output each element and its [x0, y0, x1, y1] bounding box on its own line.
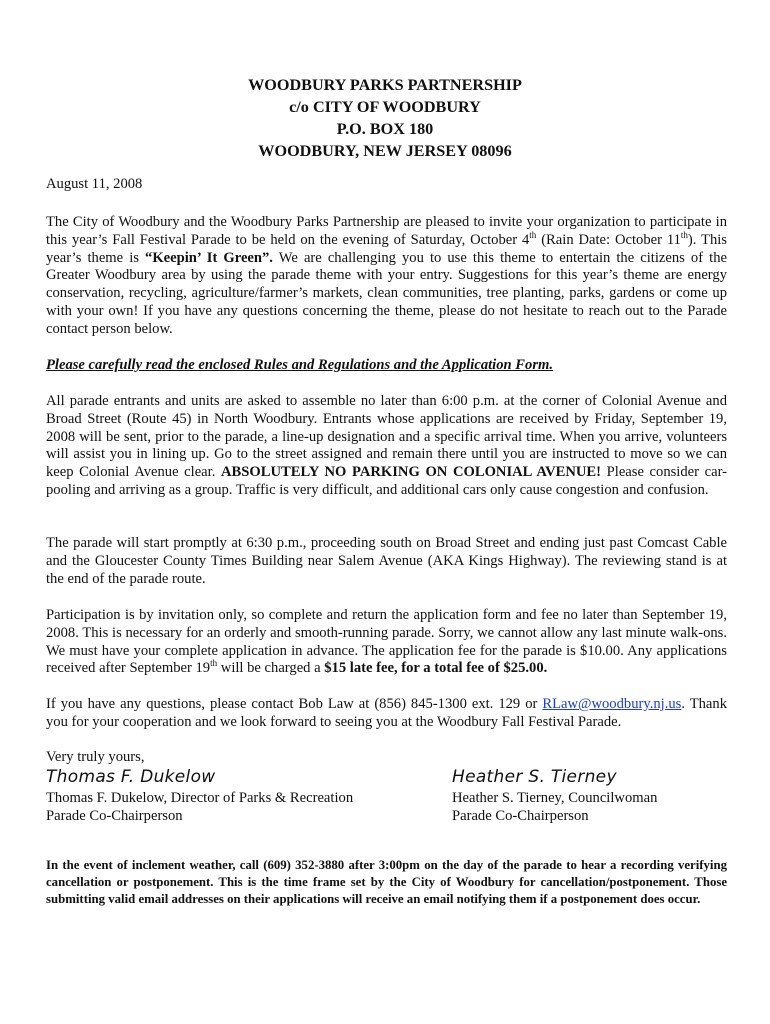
ordinal-suffix: th	[529, 229, 537, 240]
paragraph-assembly-text-a: All parade entrants and units are asked to assemble no later than 6:00 p.m. at the corner of Colonial Avenue and Broad Street (Route 45) in North Woodbury. Entrants whose applications are received by Friday, September 19, 2008 will be sent, prior to the parade, a line-up designation and a specific arrival time. When you arrive, volunteers will assist you in lining up. Go to the street assigned and remain there until you are instructed to move so we can keep Colonial Avenue clear.	[46, 393, 727, 481]
late-fee-notice: $15 late fee, for a total fee of $25.00.	[324, 660, 548, 677]
paragraph-participation	[46, 607, 727, 678]
paragraph-route: The parade will start promptly at 6:30 p.m., proceeding south on Broad Street and ending just past Comcast Cable and the Gloucester County Times Building near Salem Avenue (AKA Kings Highway). The reviewing stand is at the end of the parade route.	[46, 535, 727, 587]
paragraph-invitation	[46, 214, 727, 339]
contact-email-link[interactable]: RLaw@woodbury.nj.us	[542, 696, 682, 712]
letter-date: August 11, 2008	[46, 176, 143, 192]
signature-tierney: Heather S. Tierney	[452, 767, 617, 787]
inclement-weather-notice: In the event of inclement weather, call (609) 352-3880 after 3:00pm on the day of the parade to hear a recording verifying cancellation or postponement. This is the time frame set by the City of Woodbury for cancellation/postponement. Those submitting valid email addresses on their applications will receive an email notifying them if a postponement does occur.	[46, 858, 727, 907]
paragraph-participation-text-a: Participation is by invitation only, so complete and return the application form and fee no later than September 19, 2008. This is necessary for an orderly and smooth-running parade. Sorry, we cannot allow any last minute walk-ons. We must have your complete application in advance. The application fee for the parade is $10.00. Any applications received after September 19	[46, 607, 727, 677]
signatory-right-role: Parade Co-Chairperson	[452, 808, 589, 824]
paragraph-invitation-text-b: (Rain Date: October 11	[536, 231, 681, 248]
letterhead-care-of: c/o CITY OF WOODBURY	[289, 98, 481, 116]
no-parking-warning: ABSOLUTELY NO PARKING ON COLONIAL AVENUE!	[220, 464, 602, 481]
signatory-right	[452, 789, 657, 825]
paragraph-contact-text-a: If you have any questions, please contact Bob Law at (856) 845-1300 ext. 129 or	[46, 696, 543, 712]
ordinal-suffix: th	[210, 658, 218, 669]
rules-notice: Please carefully read the enclosed Rules and Regulations and the Application Form.	[46, 357, 554, 373]
paragraph-assembly	[46, 393, 727, 500]
closing-salutation: Very truly yours,	[46, 749, 145, 765]
ordinal-suffix: th	[680, 229, 688, 240]
letterhead-city-state: WOODBURY, NEW JERSEY 08096	[258, 142, 512, 160]
signatory-left-name-title: Thomas F. Dukelow, Director of Parks & Recreation	[46, 790, 354, 806]
letterhead	[0, 74, 770, 162]
letterhead-org: WOODBURY PARKS PARTNERSHIP	[248, 76, 522, 94]
signatory-right-name-title: Heather S. Tierney, Councilwoman	[452, 790, 658, 806]
paragraph-assembly-text-b: Please consider car-pooling and arriving as a group. Traffic is very difficult, and additional cars only cause congestion and confusion.	[46, 464, 727, 498]
signatory-left	[46, 789, 353, 825]
letterhead-po-box: P.O. BOX 180	[336, 120, 434, 138]
paragraph-invitation-text-a: The City of Woodbury and the Woodbury Parks Partnership are pleased to invite your organization to participate in this year’s Fall Festival Parade to be held on the evening of Saturday, October 4	[46, 214, 727, 248]
paragraph-contact-text-b: . Thank you for your cooperation and we look forward to seeing you at the Woodbury Fall Festival Parade.	[46, 696, 727, 730]
signature-dukelow: Thomas F. Dukelow	[46, 767, 216, 787]
paragraph-contact	[46, 696, 727, 732]
paragraph-invitation-text-d: We are challenging you to use this theme to entertain the citizens of the Greater Woodbury area by using the parade theme with your entry. Suggestions for this year’s theme are energy conservation, recycling, agriculture/farmer’s markets, clean communities, tree planting, parks, gardens or come up with your own! If you have any questions concerning the theme, please do not hesitate to reach out to the Parade contact person below.	[46, 249, 727, 337]
signatory-left-role: Parade Co-Chairperson	[46, 808, 183, 824]
paragraph-participation-text-b: will be charged a	[217, 660, 325, 677]
paragraph-invitation-text-c: ). This year’s theme is	[46, 231, 727, 266]
parade-theme: “Keepin’ It Green”.	[145, 249, 273, 266]
